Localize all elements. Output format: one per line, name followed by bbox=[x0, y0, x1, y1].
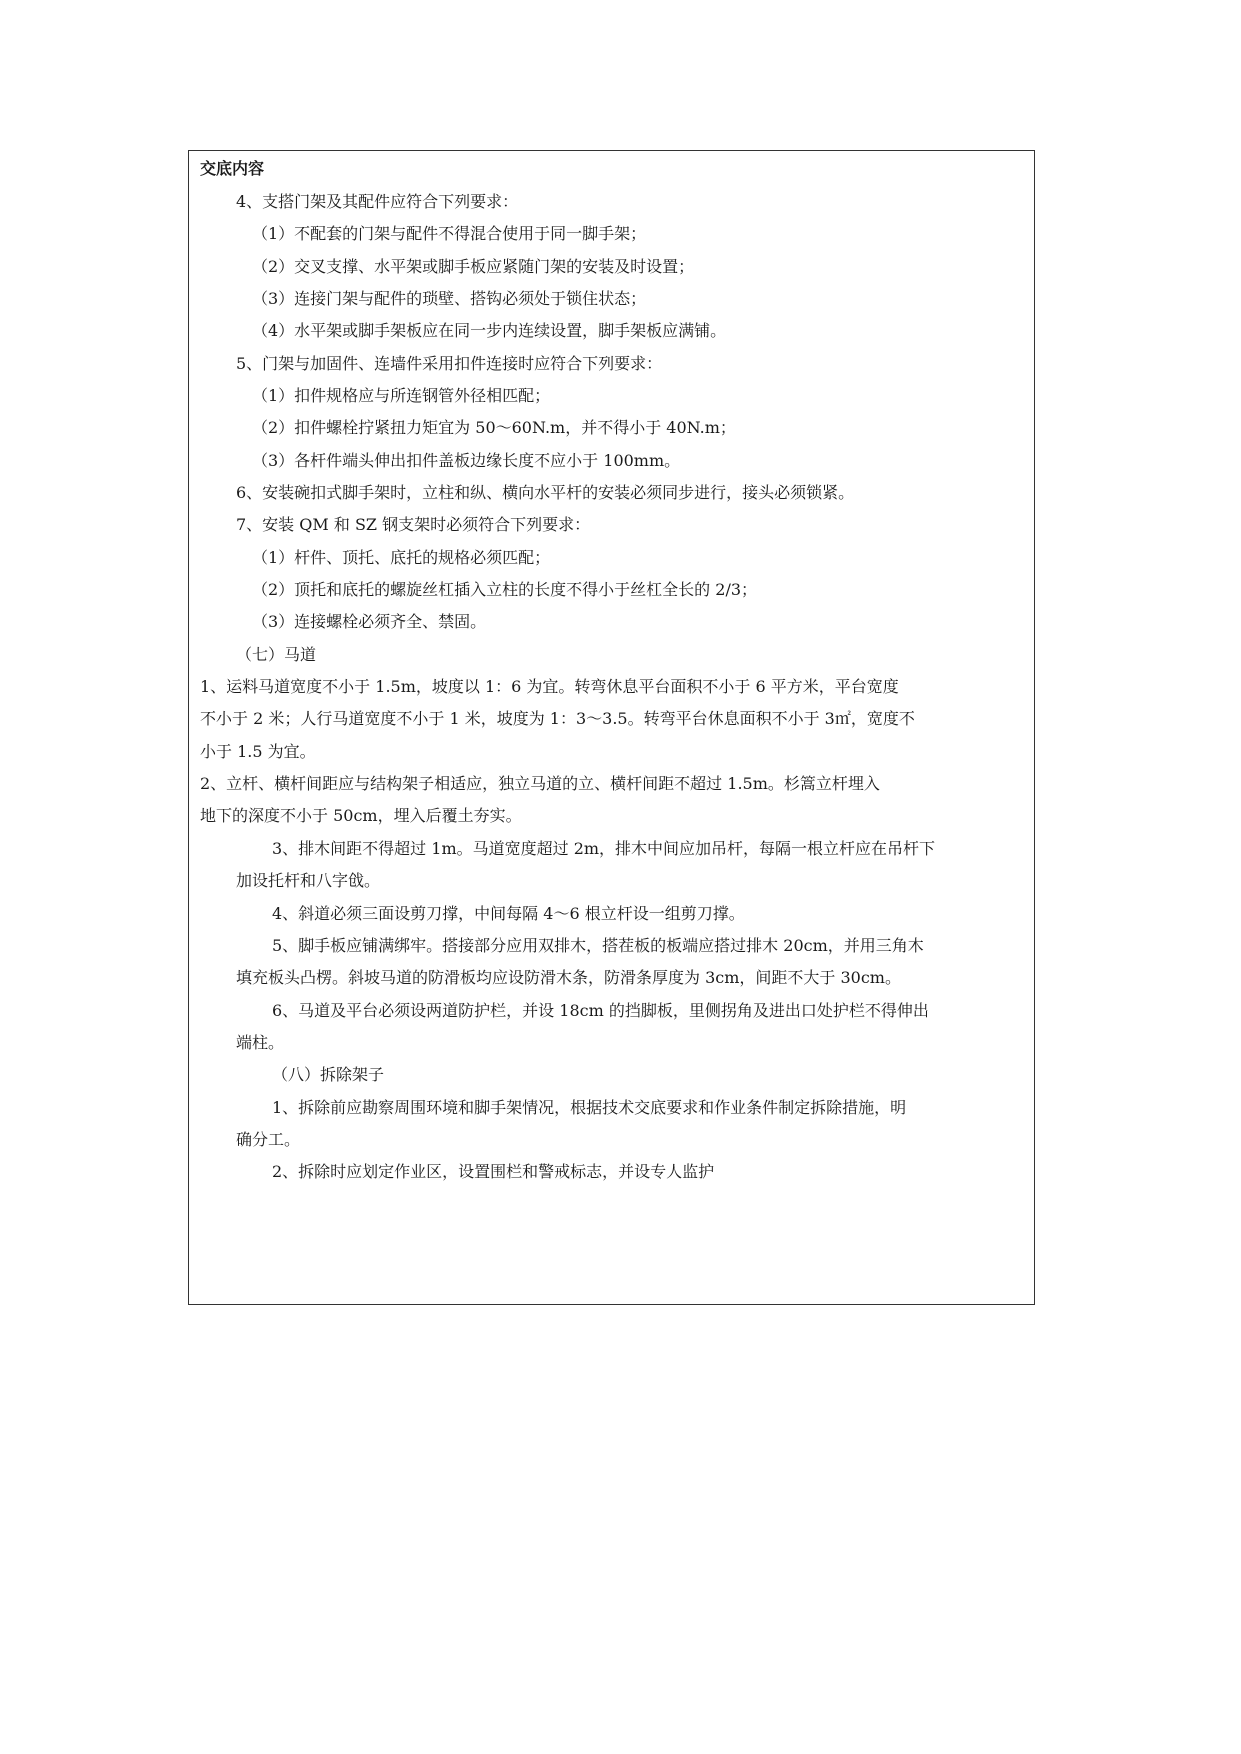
text-line: 7、安装 QM 和 SZ 钢支架时必须符合下列要求： bbox=[236, 515, 591, 534]
text-line: （3）连接螺栓必须齐全、禁固。 bbox=[252, 612, 487, 631]
text-line: 5、脚手板应铺满绑牢。搭接部分应用双排木，搭茬板的板端应搭过排木 20cm，并用三角木 bbox=[272, 936, 924, 955]
text-line: （七）马道 bbox=[236, 645, 317, 664]
text-line: 小于 1.5 为宜。 bbox=[200, 742, 316, 761]
section-header: 交底内容 bbox=[200, 159, 265, 178]
text-line: （2）扣件螺栓拧紧扭力矩宜为 50～60N.m，并不得小于 40N.m； bbox=[252, 418, 736, 437]
text-line: 2、拆除时应划定作业区，设置围栏和警戒标志，并设专人监护 bbox=[272, 1162, 715, 1181]
text-line: 1、运料马道宽度不小于 1.5m，坡度以 1：6 为宜。转弯休息平台面积不小于 6 平方米，平台宽度 bbox=[200, 677, 899, 696]
text-line: 填充板头凸楞。斜坡马道的防滑板均应设防滑木条，防滑条厚度为 3cm，间距不大于 30cm。 bbox=[236, 968, 901, 987]
text-line: 3、排木间距不得超过 1m。马道宽度超过 2m，排木中间应加吊杆，每隔一根立杆应在吊杆下 bbox=[272, 839, 936, 858]
text-line: 5、门架与加固件、连墙件采用扣件连接时应符合下列要求： bbox=[236, 354, 663, 373]
text-line: 不小于 2 米；人行马道宽度不小于 1 米，坡度为 1：3～3.5。转弯平台休息面积不小于 3㎡，宽度不 bbox=[200, 709, 915, 728]
text-line: 确分工。 bbox=[236, 1130, 301, 1149]
text-line: （2）顶托和底托的螺旋丝杠插入立柱的长度不得小于丝杠全长的 2/3； bbox=[252, 580, 758, 599]
text-line: 地下的深度不小于 50cm，埋入后覆土夯实。 bbox=[200, 806, 522, 825]
text-line: 加设托杆和八字戗。 bbox=[236, 871, 381, 890]
text-line: 4、支搭门架及其配件应符合下列要求： bbox=[236, 192, 519, 211]
text-line: 4、斜道必须三面设剪刀撑，中间每隔 4～6 根立杆设一组剪刀撑。 bbox=[272, 904, 745, 923]
text-line: 2、立杆、横杆间距应与结构架子相适应，独立马道的立、横杆间距不超过 1.5m。杉篙立杆埋入 bbox=[200, 774, 880, 793]
text-line: （1）不配套的门架与配件不得混合使用于同一脚手架； bbox=[252, 224, 647, 243]
text-line: 6、安装碗扣式脚手架时，立柱和纵、横向水平杆的安装必须同步进行，接头必须锁紧。 bbox=[236, 483, 855, 502]
text-line: （2）交叉支撑、水平架或脚手板应紧随门架的安装及时设置； bbox=[252, 257, 695, 276]
text-line: 1、拆除前应勘察周围环境和脚手架情况，根据技术交底要求和作业条件制定拆除措施，明 bbox=[272, 1098, 907, 1117]
text-line: 端柱。 bbox=[236, 1033, 285, 1052]
text-line: （4）水平架或脚手架板应在同一步内连续设置，脚手架板应满铺。 bbox=[252, 321, 727, 340]
text-line: （3）连接门架与配件的琐壁、搭钩必须处于锁住状态； bbox=[252, 289, 647, 308]
text-line: （八）拆除架子 bbox=[272, 1065, 385, 1084]
text-line: （3）各杆件端头伸出扣件盖板边缘长度不应小于 100mm。 bbox=[252, 451, 681, 470]
text-line: （1）杆件、顶托、底托的规格必须匹配； bbox=[252, 548, 551, 567]
text-line: （1）扣件规格应与所连钢管外径相匹配； bbox=[252, 386, 551, 405]
text-line: 6、马道及平台必须设两道防护栏，并设 18cm 的挡脚板，里侧拐角及进出口处护栏不得伸出 bbox=[272, 1001, 929, 1020]
